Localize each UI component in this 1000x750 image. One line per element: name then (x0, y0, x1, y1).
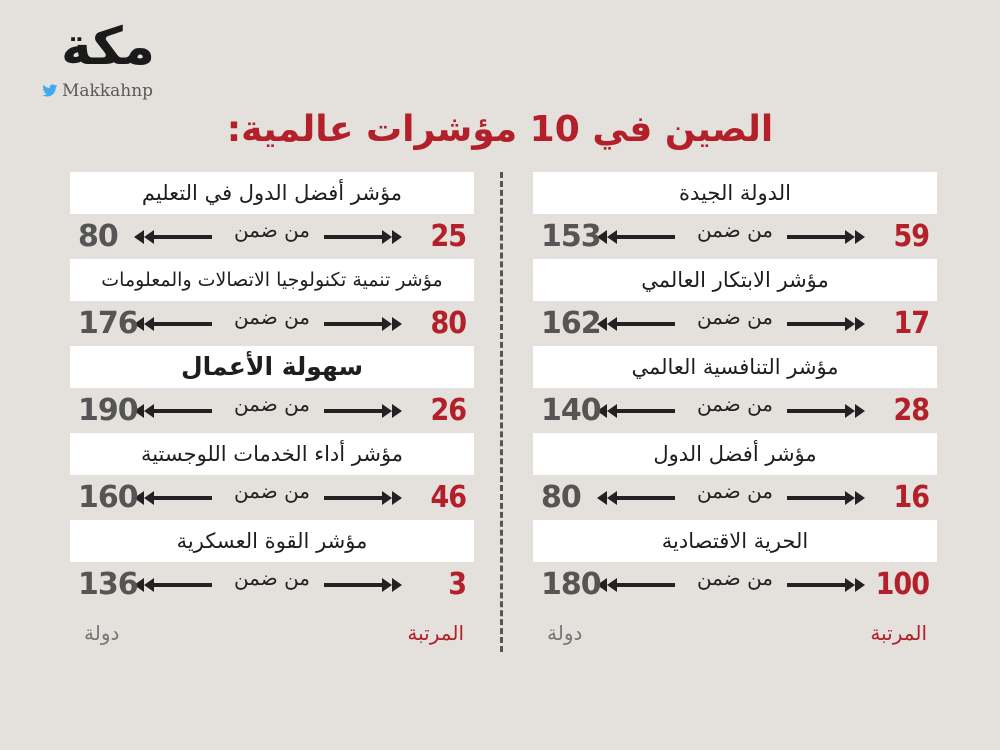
index-card (70, 259, 474, 346)
out-of-label: من ضمن (233, 305, 311, 329)
index-card (533, 346, 937, 433)
stat-row (70, 562, 474, 607)
index-card (70, 433, 474, 520)
out-of-label: من ضمن (233, 566, 311, 590)
index-card (70, 346, 474, 433)
country-total: 80 (541, 480, 581, 515)
arrow-right-icon (324, 316, 404, 332)
page-title: الصين في 10 مؤشرات عالمية: (226, 109, 774, 150)
index-card (533, 433, 937, 520)
stat-row (70, 475, 474, 520)
china-rank: 3 (448, 567, 466, 602)
arrow-left-icon (595, 577, 675, 593)
left-column (70, 172, 474, 655)
china-rank: 16 (893, 480, 929, 515)
arrow-left-icon (595, 316, 675, 332)
stat-row (533, 475, 937, 520)
arrow-left-icon (595, 403, 675, 419)
china-rank: 17 (893, 306, 929, 341)
arrow-left-icon (132, 403, 212, 419)
arrow-right-icon (324, 490, 404, 506)
index-name: مؤشر التنافسية العالمي (533, 346, 937, 388)
arrow-right-icon (787, 229, 867, 245)
arrow-left-icon (132, 316, 212, 332)
legend-total-label: دولة (84, 621, 120, 645)
out-of-label: من ضمن (696, 392, 774, 416)
index-name: مؤشر القوة العسكرية (70, 520, 474, 562)
china-rank: 80 (430, 306, 466, 341)
arrow-right-icon (324, 577, 404, 593)
arrow-left-icon (595, 229, 675, 245)
china-rank: 25 (430, 219, 466, 254)
column-divider (500, 172, 503, 652)
arrow-right-icon (324, 403, 404, 419)
arrow-right-icon (787, 577, 867, 593)
arrow-right-icon (787, 403, 867, 419)
index-name: الدولة الجيدة (533, 172, 937, 214)
out-of-label: من ضمن (233, 479, 311, 503)
index-name: مؤشر أداء الخدمات اللوجستية (70, 433, 474, 475)
legend-total-label: دولة (547, 621, 583, 645)
stat-row (533, 388, 937, 433)
arrow-right-icon (324, 229, 404, 245)
legend-row (533, 615, 937, 655)
stat-row (533, 214, 937, 259)
china-rank: 28 (893, 393, 929, 428)
right-column (533, 172, 937, 655)
country-total: 162 (541, 306, 601, 341)
china-rank: 46 (430, 480, 466, 515)
brand-logo (38, 18, 178, 102)
out-of-label: من ضمن (696, 479, 774, 503)
index-card (533, 172, 937, 259)
index-name: سهولة الأعمال (70, 346, 474, 388)
arrow-left-icon (132, 490, 212, 506)
country-total: 140 (541, 393, 601, 428)
index-name: الحرية الاقتصادية (533, 520, 937, 562)
social-handle (42, 80, 153, 102)
index-card (70, 172, 474, 259)
country-total: 153 (541, 219, 601, 254)
country-total: 176 (78, 306, 138, 341)
twitter-handle: Makkahnp (62, 81, 154, 101)
index-name: مؤشر الابتكار العالمي (533, 259, 937, 301)
arrow-right-icon (787, 316, 867, 332)
out-of-label: من ضمن (696, 305, 774, 329)
out-of-label: من ضمن (233, 218, 311, 242)
stat-row (533, 301, 937, 346)
index-name: مؤشر أفضل الدول (533, 433, 937, 475)
arrow-left-icon (595, 490, 675, 506)
china-rank: 26 (430, 393, 466, 428)
twitter-icon (42, 84, 58, 98)
arrow-right-icon (787, 490, 867, 506)
country-total: 136 (78, 567, 138, 602)
legend-row (70, 615, 474, 655)
country-total: 80 (78, 219, 118, 254)
index-card (533, 259, 937, 346)
legend-rank-label: المرتبة (407, 621, 464, 645)
out-of-label: من ضمن (696, 566, 774, 590)
country-total: 180 (541, 567, 601, 602)
index-card (70, 520, 474, 607)
arrow-left-icon (132, 229, 212, 245)
china-rank: 100 (875, 567, 929, 602)
arrow-left-icon (132, 577, 212, 593)
stat-row (70, 214, 474, 259)
index-name: مؤشر أفضل الدول في التعليم (70, 172, 474, 214)
stat-row (70, 388, 474, 433)
legend-rank-label: المرتبة (870, 621, 927, 645)
stat-row (533, 562, 937, 607)
country-total: 160 (78, 480, 138, 515)
china-rank: 59 (893, 219, 929, 254)
country-total: 190 (78, 393, 138, 428)
logo-wordmark: مكة (61, 17, 155, 77)
stat-row (70, 301, 474, 346)
index-name: مؤشر تنمية تكنولوجيا الاتصالات والمعلومات (70, 259, 474, 301)
out-of-label: من ضمن (696, 218, 774, 242)
out-of-label: من ضمن (233, 392, 311, 416)
index-card (533, 520, 937, 607)
